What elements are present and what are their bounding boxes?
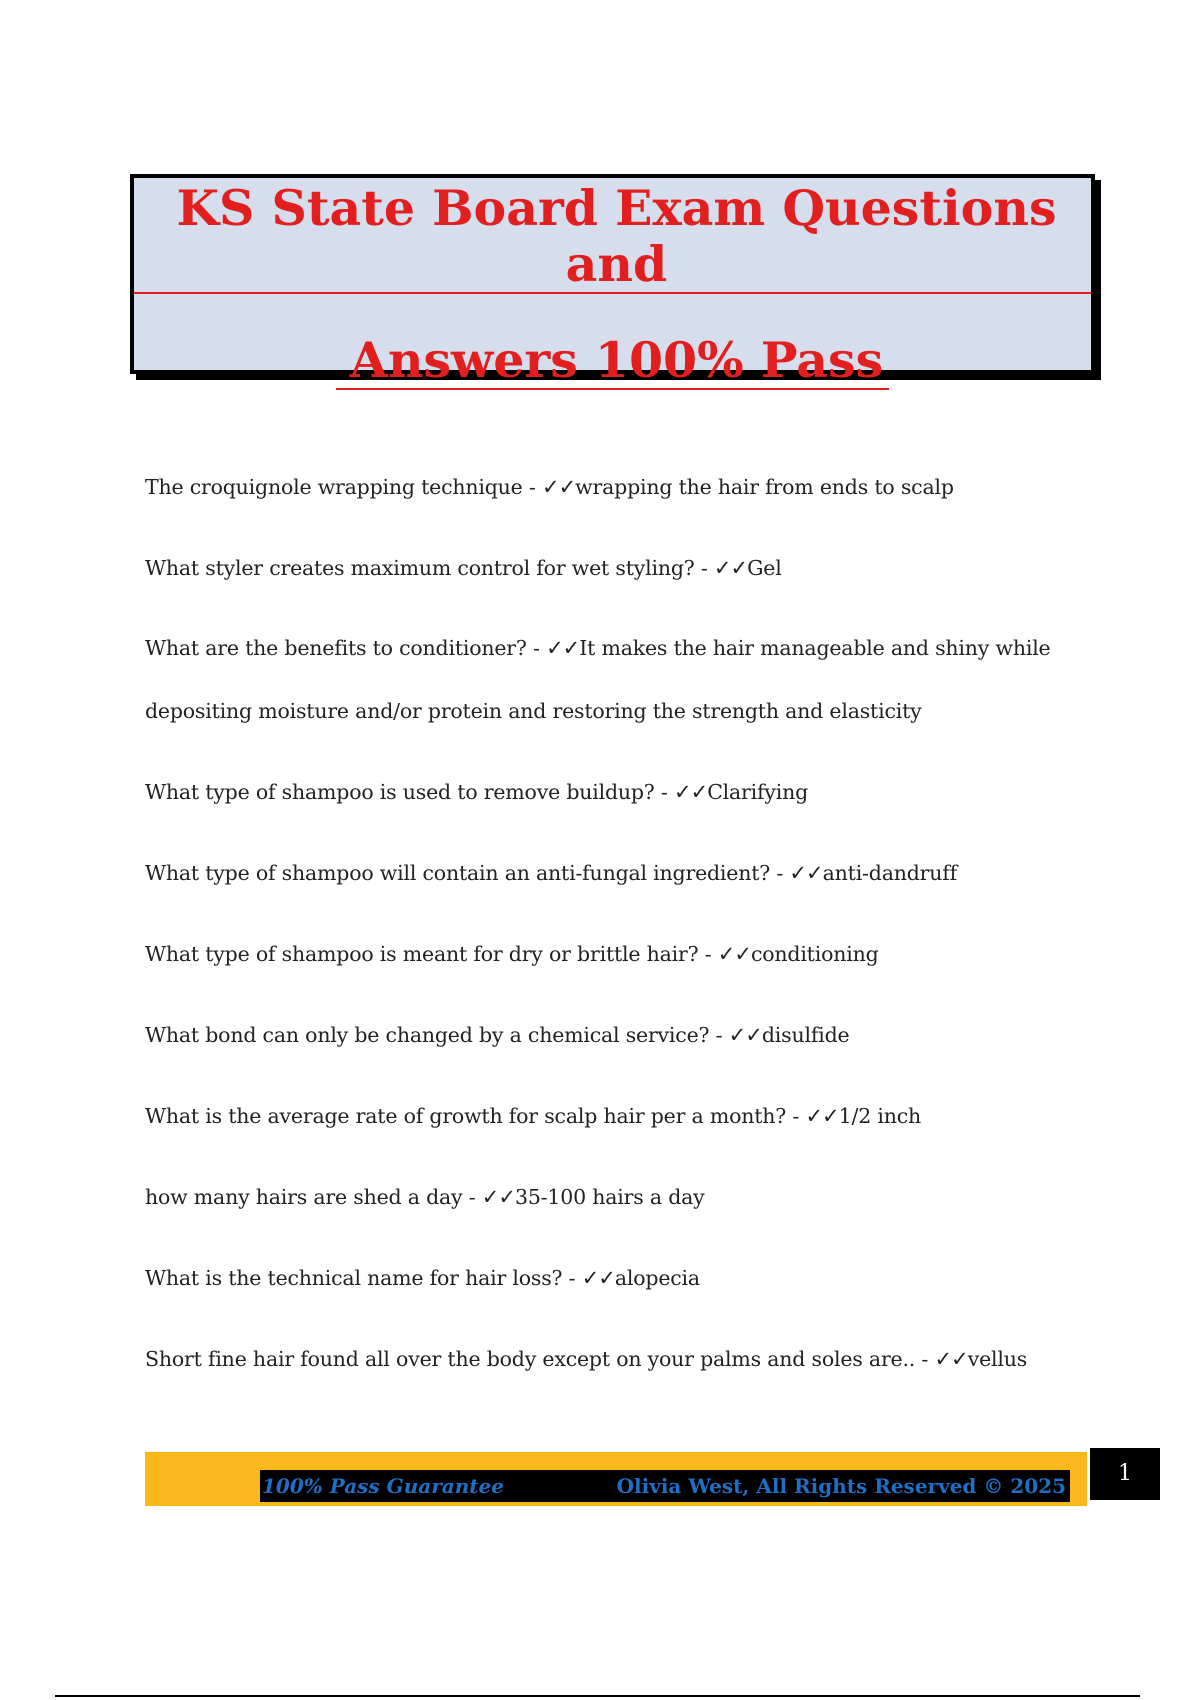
qa-item: Short fine hair found all over the body except on your palms and soles are.. - ✓✓vellus (145, 1347, 1028, 1371)
qa-item: The croquignole wrapping technique - ✓✓wrapping the hair from ends to scalp (145, 475, 954, 499)
page-number: 1 (1090, 1448, 1160, 1500)
double-check-icon: ✓✓ (541, 475, 576, 499)
footer-bar (260, 1470, 1070, 1502)
double-check-icon: ✓✓ (481, 1185, 515, 1209)
question-text: how many hairs are shed a day (145, 1185, 463, 1209)
double-check-icon: ✓✓ (805, 1104, 839, 1128)
title-line-1 (134, 180, 1091, 312)
question-text: What is the technical name for hair loss? (145, 1266, 563, 1290)
title-line-2 (134, 312, 1091, 408)
bottom-divider (55, 1695, 1140, 1697)
answer-text: wrapping the hair from ends to scalp (575, 475, 954, 499)
qa-item: What type of shampoo is meant for dry or brittle hair? - ✓✓conditioning (145, 942, 879, 966)
answer-text: conditioning (750, 942, 879, 966)
double-check-icon: ✓✓ (581, 1266, 615, 1290)
question-text: The croquignole wrapping technique (145, 475, 523, 499)
answer-text: vellus (967, 1347, 1028, 1371)
question-text: What type of shampoo will contain an anti-fungal ingredient? (145, 861, 771, 885)
double-check-icon: ✓✓ (728, 1023, 762, 1047)
qa-item: how many hairs are shed a day - ✓✓35-100 hairs a day (145, 1185, 705, 1209)
double-check-icon: ✓✓ (713, 556, 748, 580)
answer-text: It makes the hair manageable and shiny while depositing moisture and/or protein and restoring the strength and elasticity (145, 636, 1051, 723)
answer-text: 1/2 inch (838, 1104, 922, 1128)
title-box (130, 174, 1095, 389)
question-text: What type of shampoo is used to remove buildup? (145, 780, 655, 804)
question-text: What bond can only be changed by a chemical service? (145, 1023, 710, 1047)
answer-text: anti-dandruff (822, 861, 958, 885)
qa-list (145, 455, 1085, 1408)
qa-item: What type of shampoo is used to remove buildup? - ✓✓Clarifying (145, 780, 809, 804)
question-text: What type of shampoo is meant for dry or brittle hair? (145, 942, 699, 966)
double-check-icon: ✓✓ (934, 1347, 968, 1371)
answer-text: Clarifying (707, 780, 809, 804)
double-check-icon: ✓✓ (717, 942, 751, 966)
title-text-2: Answers 100% Pass (336, 332, 889, 390)
answer-text: disulfide (761, 1023, 850, 1047)
answer-text: alopecia (614, 1266, 700, 1290)
double-check-icon: ✓✓ (789, 861, 823, 885)
qa-item: What is the average rate of growth for scalp hair per a month? - ✓✓1/2 inch (145, 1104, 922, 1128)
question-text: What are the benefits to conditioner? (145, 636, 527, 660)
question-text: What styler creates maximum control for wet styling? (145, 556, 695, 580)
qa-item: What bond can only be changed by a chemical service? - ✓✓disulfide (145, 1023, 850, 1047)
qa-item: What is the technical name for hair loss? - ✓✓alopecia (145, 1266, 700, 1290)
qa-item: What are the benefits to conditioner? - ✓✓It makes the hair manageable and shiny while depositing moisture and/or protein and restoring the strength and elasticity (145, 636, 1051, 723)
qa-item: What styler creates maximum control for wet styling? - ✓✓Gel (145, 556, 782, 580)
double-check-icon: ✓✓ (673, 780, 708, 804)
double-check-icon: ✓✓ (546, 636, 580, 660)
footer-guarantee-text: 100% Pass Guarantee (262, 1474, 504, 1498)
answer-text: 35-100 hairs a day (515, 1185, 705, 1209)
answer-text: Gel (747, 556, 782, 580)
question-text: What is the average rate of growth for scalp hair per a month? (145, 1104, 787, 1128)
title-text-1: KS State Board Exam Questions and (134, 180, 1091, 294)
question-text: Short fine hair found all over the body except on your palms and soles are.. (145, 1347, 916, 1371)
qa-item: What type of shampoo will contain an anti-fungal ingredient? - ✓✓anti-dandruff (145, 861, 958, 885)
footer-copyright-text: Olivia West, All Rights Reserved © 2025 (616, 1474, 1066, 1498)
